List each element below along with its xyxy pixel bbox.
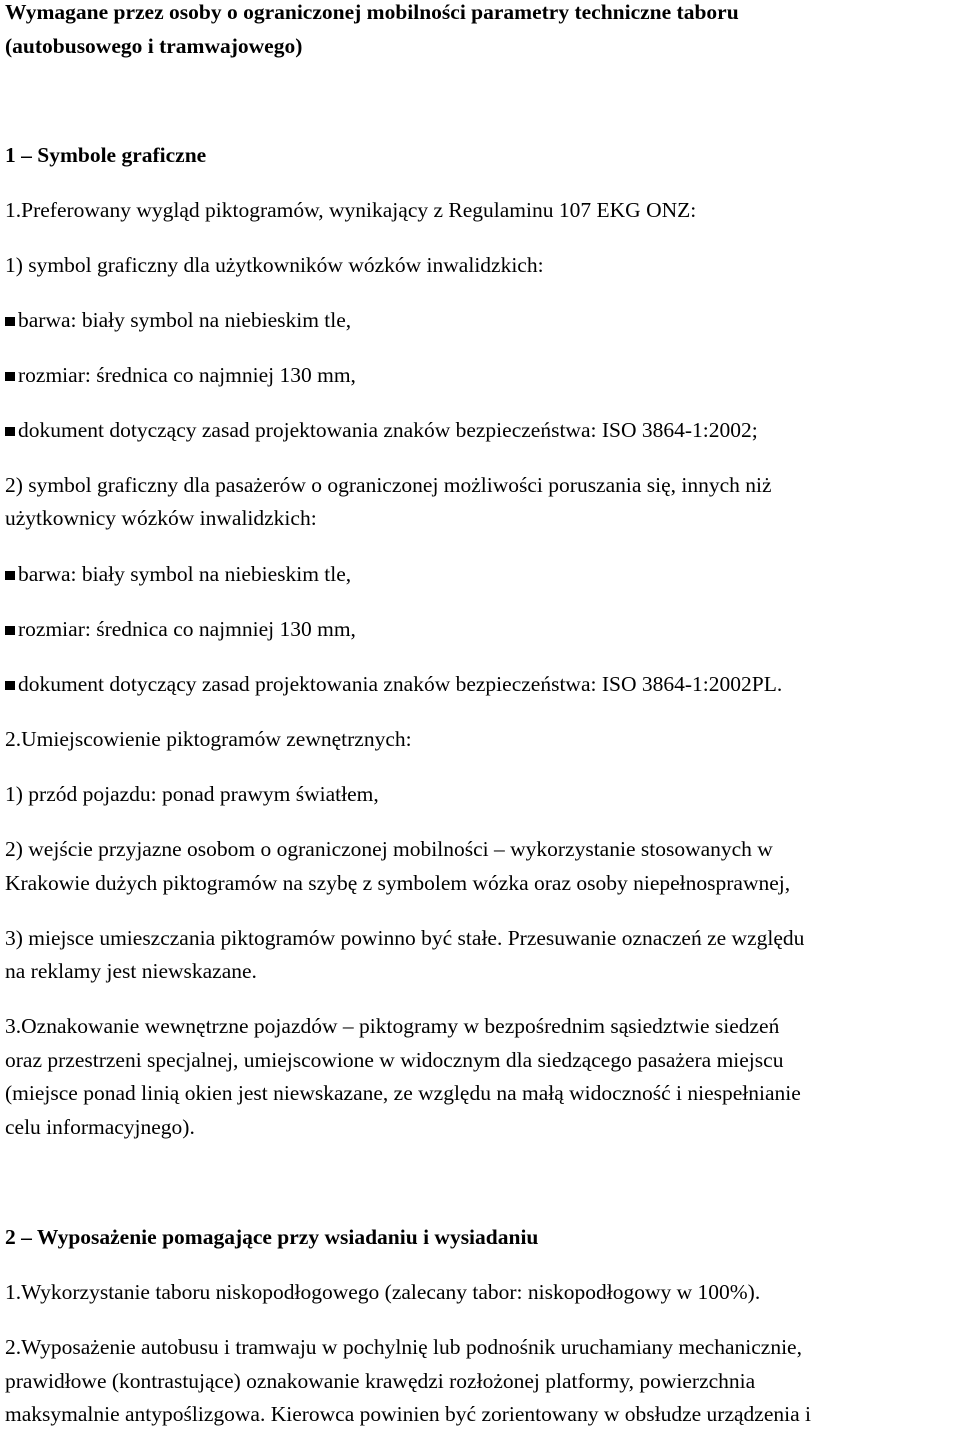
paragraph-1-2: 2.Umiejscowienie piktogramów zewnętrznych: — [5, 727, 412, 751]
bullet-square-icon — [5, 308, 18, 332]
paragraph-2-2-line-2: prawidłowe (kontrastujące) oznakowanie krawędzi rozłożonej platformy, powierzchnia — [5, 1369, 756, 1393]
bullet-item — [5, 672, 960, 696]
bullet-square-icon — [5, 562, 18, 586]
paragraph-2-2-line-3: maksymalnie antypoślizgowa. Kierowca powinien być zorientowany w obsłudze urządzenia i — [5, 1402, 811, 1426]
bullet-text: dokument dotyczący zasad projektowania znaków bezpieczeństwa: ISO 3864-1:2002PL. — [18, 672, 783, 696]
document-title-line-2: (autobusowego i tramwajowego) — [5, 34, 303, 58]
bullet-text: rozmiar: średnica co najmniej 130 mm, — [18, 617, 356, 641]
paragraph-2-1: 1.Wykorzystanie taboru niskopodłogowego (zalecany tabor: niskopodłogowy w 100%). — [5, 1280, 761, 1304]
bullet-square-icon — [5, 363, 18, 387]
paragraph-1-3-line-3: (miejsce ponad linią okien jest niewskazane, ze względu na małą widoczność i niespełnianie — [5, 1081, 801, 1105]
paragraph-1-2-item-2-line-1: 2) wejście przyjazne osobom o ograniczonej mobilności – wykorzystanie stosowanych w — [5, 837, 773, 861]
bullet-item — [5, 617, 960, 641]
list-item-2-intro-line-2: użytkownicy wózków inwalidzkich: — [5, 506, 317, 530]
section-1-heading: 1 – Symbole graficzne — [5, 143, 207, 167]
bullet-text: barwa: biały symbol na niebieskim tle, — [18, 308, 352, 332]
bullet-text: rozmiar: średnica co najmniej 130 mm, — [18, 363, 356, 387]
list-item-1-intro: 1) symbol graficzny dla użytkowników wózków inwalidzkich: — [5, 253, 544, 277]
bullet-text: dokument dotyczący zasad projektowania znaków bezpieczeństwa: ISO 3864-1:2002; — [18, 418, 758, 442]
list-item-2-intro-line-1: 2) symbol graficzny dla pasażerów o ograniczonej możliwości poruszania się, innych niż — [5, 473, 772, 497]
bullet-item — [5, 418, 960, 442]
bullet-item — [5, 308, 960, 332]
bullet-square-icon — [5, 672, 18, 696]
document-title-line-1: Wymagane przez osoby o ograniczonej mobilności parametry techniczne taboru — [5, 0, 739, 24]
paragraph-2-2-line-1: 2.Wyposażenie autobusu i tramwaju w pochylnię lub podnośnik uruchamiany mechanicznie, — [5, 1335, 802, 1359]
bullet-item — [5, 363, 960, 387]
paragraph-1-3-line-2: oraz przestrzeni specjalnej, umiejscowione w widocznym dla siedzącego pasażera miejscu — [5, 1048, 784, 1072]
paragraph-1-2-item-3-line-1: 3) miejsce umieszczania piktogramów powinno być stałe. Przesuwanie oznaczeń ze względu — [5, 926, 805, 950]
paragraph-1-3-line-1: 3.Oznakowanie wewnętrzne pojazdów – piktogramy w bezpośrednim sąsiedztwie siedzeń — [5, 1014, 780, 1038]
paragraph-1-1: 1.Preferowany wygląd piktogramów, wynikający z Regulaminu 107 EKG ONZ: — [5, 198, 697, 222]
paragraph-1-2-item-1: 1) przód pojazdu: ponad prawym światłem, — [5, 782, 379, 806]
paragraph-1-3-line-4: celu informacyjnego). — [5, 1115, 195, 1139]
paragraph-1-2-item-2-line-2: Krakowie dużych piktogramów na szybę z symbolem wózka oraz osoby niepełnosprawnej, — [5, 871, 791, 895]
bullet-text: barwa: biały symbol na niebieskim tle, — [18, 562, 352, 586]
section-2-heading: 2 – Wyposażenie pomagające przy wsiadaniu i wysiadaniu — [5, 1225, 539, 1249]
bullet-square-icon — [5, 617, 18, 641]
bullet-square-icon — [5, 418, 18, 442]
bullet-item — [5, 562, 960, 586]
paragraph-1-2-item-3-line-2: na reklamy jest niewskazane. — [5, 959, 257, 983]
